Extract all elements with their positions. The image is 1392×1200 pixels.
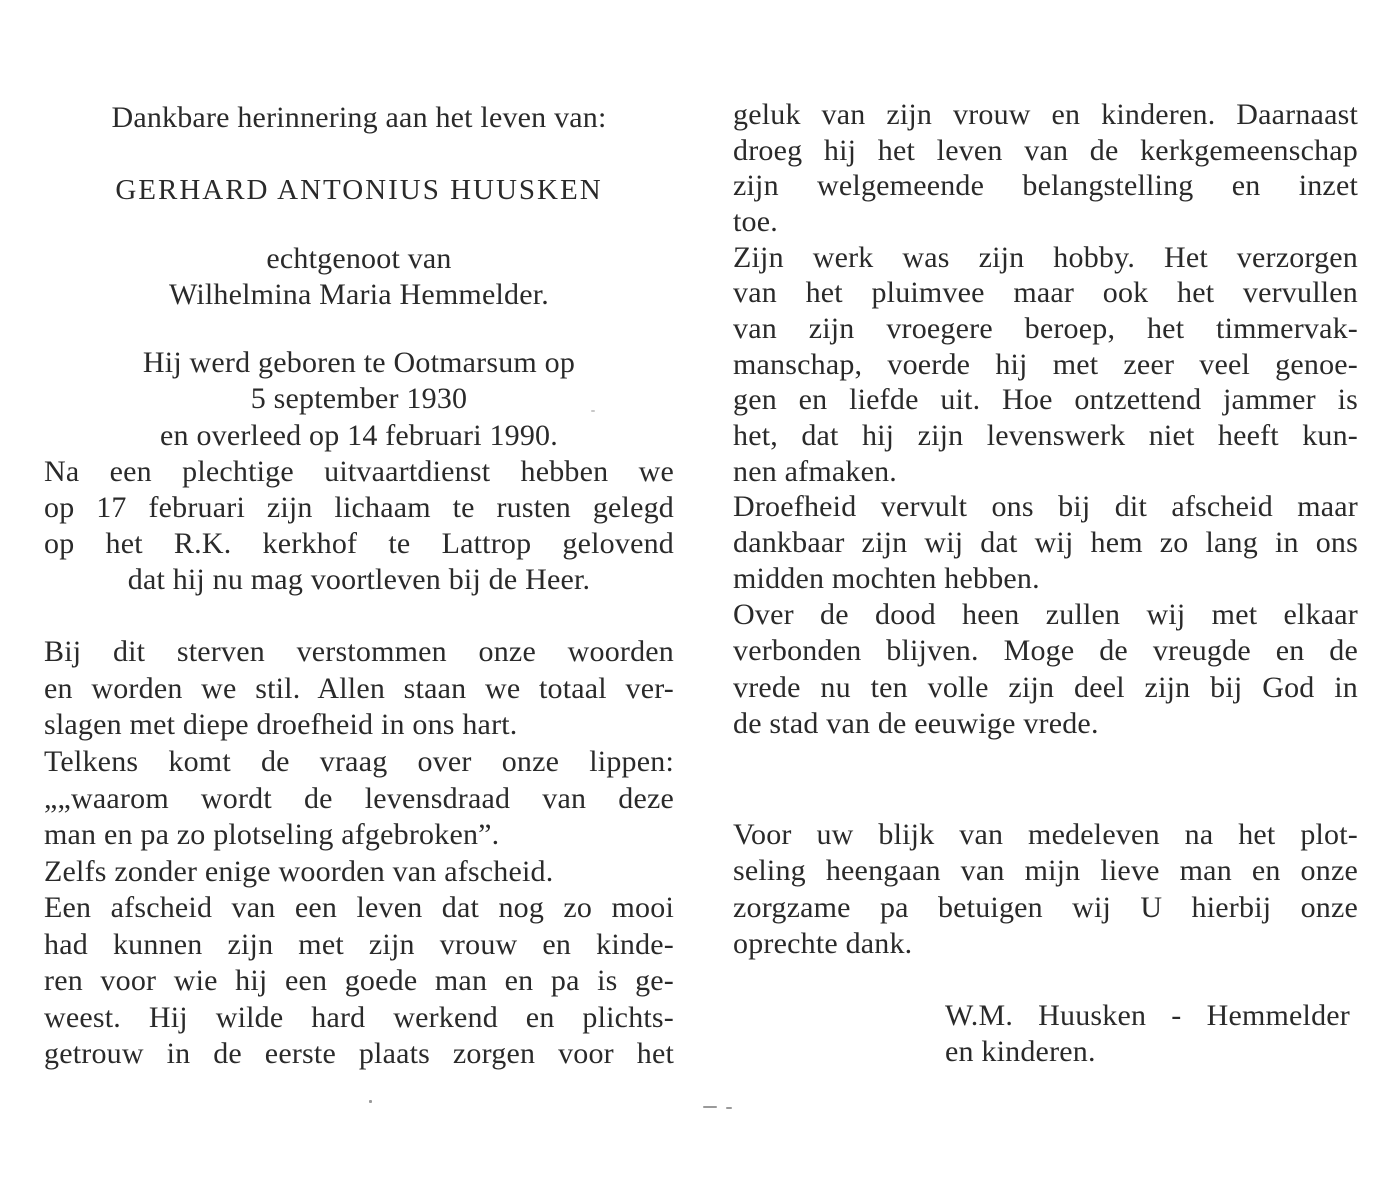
thanks-line: oprechte dank. (733, 927, 913, 960)
body-line: Droefheid vervult ons bij dit afscheid maar (733, 490, 1358, 523)
body-line: van zijn vroegere beroep, het timmervak- (733, 312, 1358, 345)
body-line: zijn welgemeende belangstelling en inzet (733, 169, 1358, 202)
body-line: ren voor wie hij een goede man en pa is ge- (44, 964, 674, 997)
body-line: geluk van zijn vrouw en kinderen. Daarnaast (733, 98, 1358, 131)
spouse-label: echtgenoot van (266, 242, 452, 275)
body-line: manschap, voerde hij met zeer veel genoe- (733, 348, 1358, 381)
birth-line: Hij werd geboren te Ootmarsum op (142, 346, 576, 379)
burial-line: dat hij nu mag voortleven bij de Heer. (127, 563, 591, 596)
body-line: nen afmaken. (733, 455, 897, 488)
scan-speck (703, 1106, 717, 1108)
body-line: Telkens komt de vraag over onze lippen: (44, 745, 674, 778)
burial-line: op het R.K. kerkhof te Lattrop gelovend (44, 527, 674, 560)
birth-date-line: 5 september 1930 (250, 382, 468, 415)
scan-speck (591, 410, 595, 412)
body-line: Bij dit sterven verstommen onze woorden (44, 635, 674, 668)
deceased-name: GERHARD ANTONIUS HUUSKEN (115, 174, 603, 206)
body-line: midden mochten hebben. (733, 562, 1040, 595)
body-line: gen en liefde uit. Hoe ontzettend jammer is (733, 383, 1358, 416)
body-line: toe. (733, 205, 778, 238)
body-line: verbonden blijven. Moge de vreugde en de (733, 634, 1358, 667)
signature-name: W.M. Huusken - Hemmelder (945, 999, 1350, 1032)
body-line: de stad van de eeuwige vrede. (733, 707, 1099, 740)
body-line: het, dat hij zijn levenswerk niet heeft kun- (733, 419, 1358, 452)
intro-line: Dankbare herinnering aan het leven van: (111, 101, 607, 134)
scan-speck (726, 1107, 732, 1109)
spouse-name: Wilhelmina Maria Hemmelder. (169, 278, 549, 311)
body-line: slagen met diepe droefheid in ons hart. (44, 708, 518, 741)
body-line: Zelfs zonder enige woorden van afscheid. (44, 855, 554, 888)
body-line: weest. Hij wilde hard werkend en plichts- (44, 1001, 674, 1034)
thanks-line: zorgzame pa betuigen wij U hierbij onze (733, 891, 1358, 924)
body-line: Een afscheid van een leven dat nog zo mooi (44, 891, 674, 924)
body-line: van het pluimvee maar ook het vervullen (733, 276, 1358, 309)
body-line: Over de dood heen zullen wij met elkaar (733, 598, 1358, 631)
thanks-line: Voor uw blijk van medeleven na het plot- (733, 818, 1358, 851)
thanks-line: seling heengaan van mijn lieve man en onze (733, 854, 1358, 887)
body-line: en worden we stil. Allen staan we totaal ver- (44, 672, 674, 705)
scan-speck (369, 1100, 372, 1103)
body-line: had kunnen zijn met zijn vrouw en kinde- (44, 928, 674, 961)
body-line: „„waarom wordt de levensdraad van deze (44, 782, 674, 815)
signature-family: en kinderen. (945, 1035, 1096, 1068)
body-line: getrouw in de eerste plaats zorgen voor het (44, 1037, 674, 1070)
body-line: droeg hij het leven van de kerkgemeenschap (733, 134, 1358, 167)
death-line: en overleed op 14 februari 1990. (160, 419, 558, 452)
body-line: Zijn werk was zijn hobby. Het verzorgen (733, 241, 1358, 274)
body-line: dankbaar zijn wij dat wij hem zo lang in ons (733, 526, 1358, 559)
body-line: man en pa zo plotseling afgebroken”. (44, 818, 500, 851)
body-line: vrede nu ten volle zijn deel zijn bij God in (733, 671, 1358, 704)
burial-line: op 17 februari zijn lichaam te rusten gelegd (44, 491, 674, 524)
burial-line: Na een plechtige uitvaartdienst hebben we (44, 455, 674, 488)
